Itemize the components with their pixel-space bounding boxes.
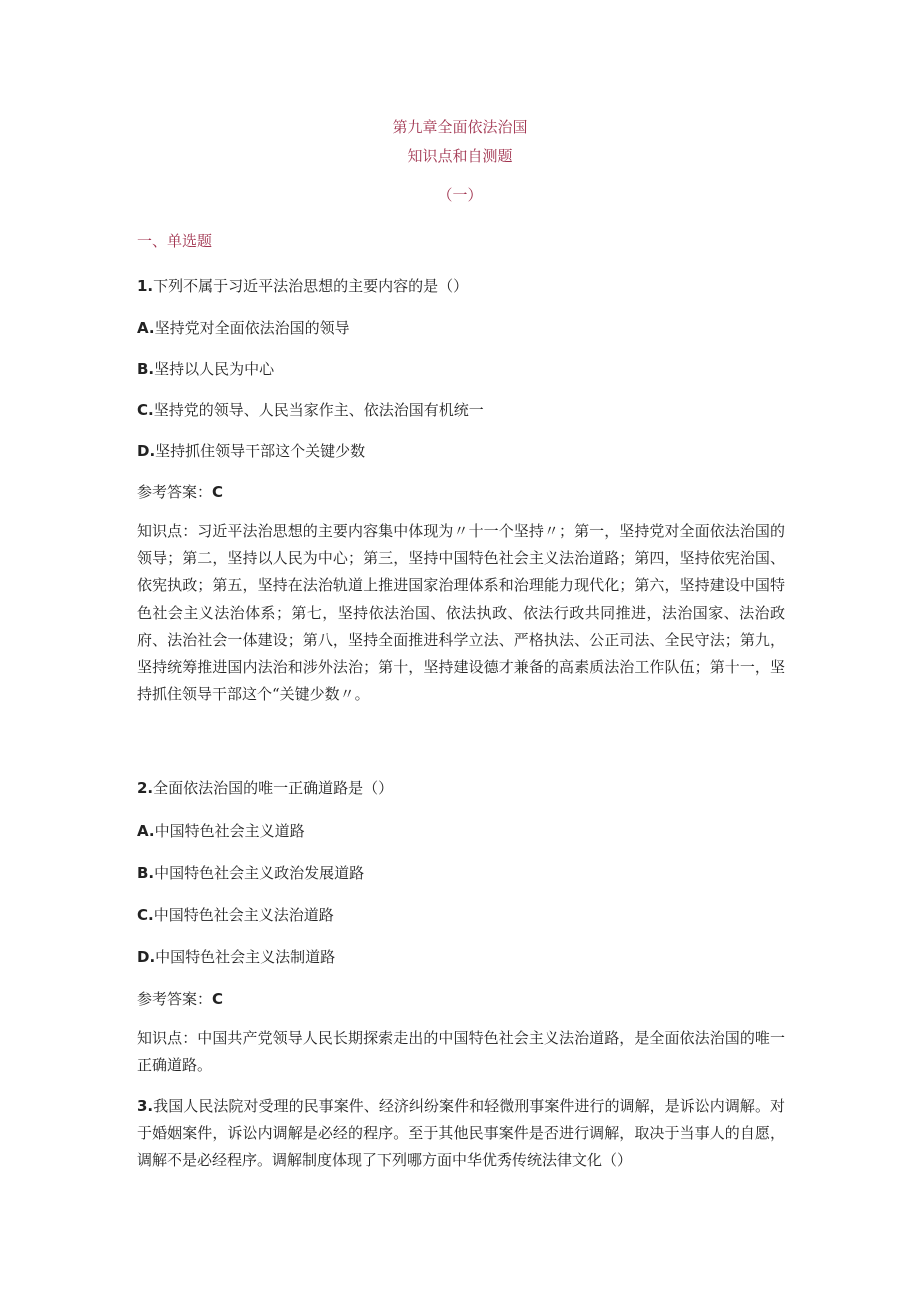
option-c: C.中国特色社会主义法治道路: [137, 906, 334, 924]
answer-line: 参考答案：C: [137, 990, 224, 1008]
question-text: 全面依法治国的唯一正确道路是（）: [153, 779, 394, 797]
question-number: 1.: [137, 277, 154, 295]
question-3: [137, 1093, 785, 1175]
question-text: 下列不属于习近平法治思想的主要内容的是（）: [153, 277, 469, 295]
answer-value: C: [212, 483, 224, 501]
question-1: [137, 275, 468, 296]
question-text: 我国人民法院对受理的民事案件、经济纠纷案件和轻微刑事案件进行的调解，是诉讼内调解。对于婚姻案件，诉讼内调解是必经的程序。至于其他民事案件是否进行调解，取决于当事人的自愿，调解不是必经程序。调解制度体现了下列哪方面中华优秀传统法律文化（）: [137, 1097, 785, 1170]
document-title: 第九章全面依法治国: [392, 118, 528, 136]
option-a: A.中国特色社会主义道路: [137, 822, 305, 840]
document-part: （一）: [437, 186, 483, 204]
option-b: B.中国特色社会主义政治发展道路: [137, 864, 365, 882]
option-d: D.中国特色社会主义法制道路: [137, 948, 336, 966]
question-2: [137, 777, 393, 798]
option-a: A.坚持党对全面依法治国的领导: [137, 319, 350, 337]
option-b: B.坚持以人民为中心: [137, 360, 275, 378]
option-d: D.坚持抓住领导干部这个关键少数: [137, 442, 366, 460]
question-number: 3.: [137, 1097, 154, 1115]
question-number: 2.: [137, 779, 154, 797]
answer-value: C: [212, 990, 224, 1008]
section-heading: 一、单选题: [137, 232, 213, 250]
option-c: C.坚持党的领导、人民当家作主、依法治国有机统一: [137, 401, 484, 419]
knowledge-point: 知识点：中国共产党领导人民长期探索走出的中国特色社会主义法治道路，是全面依法治国的唯一正确道路。: [137, 1029, 785, 1075]
document-subtitle: 知识点和自测题: [407, 147, 513, 165]
knowledge-point: 知识点：习近平法治思想的主要内容集中体现为〃十一个坚持〃；第一，坚持党对全面依法治国的领导；第二，坚持以人民为中心；第三，坚持中国特色社会主义法治道路；第四，坚持依宪治国、依宪执政；第五，坚持在法治轨道上推进国家治理体系和治理能力现代化；第六，坚持建设中国特色社会主义法治体系；第七，坚持依法治国、依法执政、依法行政共同推进，法治国家、法治政府、法治社会一体建设；第八，坚持全面推进科学立法、严格执法、公正司法、全民守法；第九，坚持统筹推进国内法治和涉外法治；第十，坚持建设德才兼备的高素质法治工作队伍；第十一，坚持抓住领导干部这个“关键少数〃。: [137, 522, 785, 704]
answer-line: 参考答案：C: [137, 483, 224, 501]
